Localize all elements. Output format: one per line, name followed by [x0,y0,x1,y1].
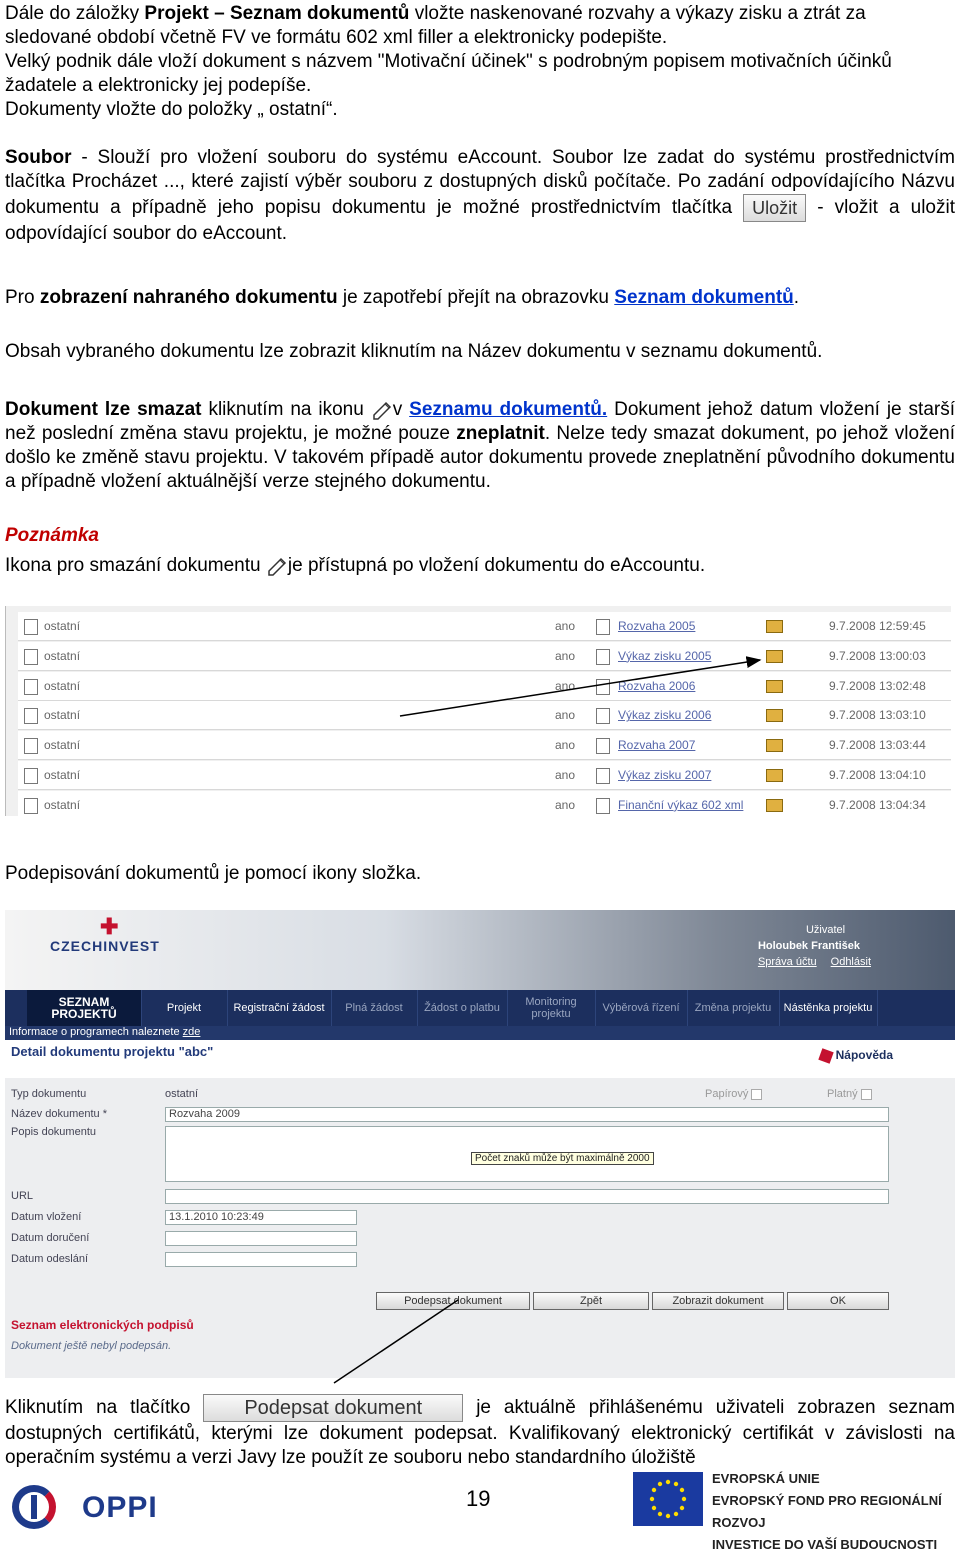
info-link[interactable]: zde [182,1026,201,1038]
text: v [392,399,410,420]
text: Dokument jehož datum vložení je starší než poslední změna stavu projektu, je možné pouze [5,399,956,444]
arrow-to-sign-button [334,1300,458,1383]
podepisovani-paragraph: Podepisování dokumentů je pomocí ikony složka. [5,863,422,884]
kliknutim-paragraph [5,1394,955,1470]
bold-text: Projekt – Seznam dokumentů [144,3,410,24]
label-delivered: Datum doručení [11,1232,90,1244]
nav-item-4[interactable]: Žádost o platbu [417,990,508,1026]
text: . Nelze tedy smazat dokument, po jehož vložení došlo ke změně stavu projektu. V takovém případě autor dokumentu provede zneplatnění původního dokumentu a případně vložení aktuálnější verze stejného dokumentu. [5,423,955,492]
eu-text: EVROPSKÁ UNIE EVROPSKÝ FOND PRO REGIONÁLNÍ ROZVOJ INVESTICE DO VAŠÍ BUDOUCNOSTI [712,1471,942,1552]
account-link[interactable]: Správa účtu [757,956,817,968]
date-cell: 9.7.2008 13:04:10 [829,768,926,782]
date-cell: 9.7.2008 12:59:45 [829,619,926,633]
text: vložte naskenované rozvahy a výkazy zisku a ztrát za sledované období včetně FV ve formátu 602 xml filler a elektronicky podepište. [5,3,866,48]
label-desc: Popis dokumentu [11,1126,96,1138]
eu-stars-icon [633,1472,703,1526]
text: je přístupná po vložení dokumentu do eAccountu. [287,555,706,576]
date-cell: 9.7.2008 13:00:03 [829,648,926,663]
type-cell: ostatní [44,619,81,633]
seznamu-dokumentu-link[interactable]: Seznamu dokumentů. [409,399,608,420]
nav-item-2[interactable]: Registrační žádost [227,990,332,1026]
flag-cell: ano [555,768,576,782]
page-title: Detail dokumentu projektu "abc" [11,1044,214,1059]
document-name-link[interactable]: Rozvaha 2005 [618,619,696,633]
nav-item-1[interactable]: Projekt [141,990,228,1026]
date-cell: 9.7.2008 13:04:34 [829,797,926,812]
document-name-link[interactable]: Výkaz zisku 2007 [618,768,712,782]
date-cell: 9.7.2008 13:03:44 [829,738,926,753]
char-limit-tooltip: Počet znaků může být maximálně 2000 [471,1152,654,1165]
label-url: URL [11,1190,34,1202]
type-cell: ostatní [44,768,81,782]
label-inserted: Datum vložení [11,1211,82,1223]
logo-mark-icon: ✚ [100,914,120,939]
flag-cell: ano [555,678,576,693]
text: Pro [5,287,40,308]
flag-cell: ano [555,648,576,663]
czechinvest-logo: ✚ CZECHINVEST [50,914,160,954]
flag-cell: ano [555,708,576,723]
user-label: Uživatel [805,924,846,936]
text: je aktuálně přihlášenému uživateli zobrazen seznam dostupných certifikátů, kterými lze dokument podepsat. Kvalifikovaný elektronický certifikát v závislosti na operačním systému a verzi Javy lze použít ze souboru nebo standardního úložiště [5,1397,955,1468]
text: kliknutím na ikonu [201,399,371,420]
signatures-title: Seznam elektronických podpisů [11,1318,194,1332]
type-value: ostatní [165,1088,199,1100]
show-document-button[interactable]: Zobrazit dokument [652,1292,784,1310]
info-bar: Informace o programech naleznete zde [5,1026,955,1040]
nav-item-8[interactable]: Nástěnka projektu [779,990,878,1026]
bold-text: zobrazení nahraného dokumentu [39,287,338,308]
bold-text: Dokument lze smazat [5,399,202,420]
type-cell: ostatní [44,648,81,663]
user-name: Holoubek František [757,940,861,952]
logout-link[interactable]: Odhlásit [830,956,871,968]
text: - Slouží pro vložení souboru do systému eAccount. Soubor lze zadat do systému prostřednictvím tlačítka Procházet ..., které zajistí výběr souboru z dostupných disků počítače. Po zadání odpovídajícího Názvu dokumentu a případně jeho popisu dokumentu je možné prostřednictvím tlačítka [5,147,955,219]
ok-button[interactable]: OK [787,1292,889,1310]
name-field[interactable]: Rozvaha 2009 [165,1107,889,1122]
eu-flag-icon [633,1472,703,1526]
label-name: Název dokumentu * [11,1108,107,1120]
document-name-link[interactable]: Výkaz zisku 2005 [618,648,712,663]
page-number: 19 [466,1486,491,1511]
type-cell: ostatní [44,797,81,812]
date-cell: 9.7.2008 13:03:10 [829,708,926,723]
seznam-dokumentu-link[interactable]: Seznam dokumentů [614,287,794,308]
text: Kliknutím na tlačítko [5,1397,204,1419]
ulozit-button[interactable]: Uložit [743,194,806,222]
document-name-link[interactable]: Rozvaha 2007 [618,738,696,753]
text: Dále do záložky [5,3,145,24]
type-cell: ostatní [44,738,81,753]
flag-cell: ano [555,619,576,633]
date-cell: 9.7.2008 13:02:48 [829,678,926,693]
text: Ikona pro smazání dokumentu [5,555,266,576]
text: Velký podnik dále vloží dokument s názvem "Motivační účinek" s podrobným popisem motivačních účinků žadatele a elektronicky jej podepíše. [5,51,892,96]
help-link[interactable]: Nápověda [820,1048,893,1062]
obsah-paragraph: Obsah vybraného dokumentu lze zobrazit kliknutím na Název dokumentu v seznamu dokumentů. [5,341,823,362]
nav-item-3[interactable]: Plná žádost [331,990,418,1026]
bold-text: Soubor [5,147,72,168]
nav-item-0[interactable]: SEZNAM PROJEKTŮ [27,990,142,1026]
text: . [793,287,800,308]
type-cell: ostatní [44,678,81,693]
valid-checkbox[interactable]: Platný [827,1088,872,1100]
nav-item-5[interactable]: Monitoring projektu [507,990,596,1026]
signatures-note: Dokument ještě nebyl podepsán. [11,1340,172,1352]
flag-cell: ano [555,738,576,753]
note-title: Poznámka [5,525,99,546]
oppi-logo: OPPI [12,1485,172,1537]
oppi-ring-icon [12,1485,56,1529]
inserted-date-field[interactable]: 13.1.2010 10:23:49 [165,1210,357,1225]
paper-checkbox[interactable]: Papírový [705,1088,762,1100]
back-button[interactable]: Zpět [533,1292,649,1310]
label-sent: Datum odeslání [11,1253,89,1265]
text: Dokumenty vložte do položky „ ostatní“. [5,99,338,120]
arrow-to-folder [400,660,760,716]
nav-item-7[interactable]: Změna projektu [687,990,780,1026]
flag-cell: ano [555,797,576,812]
document-name-link[interactable]: Rozvaha 2006 [618,678,696,693]
text: je zapotřebí přejít na obrazovku [337,287,615,308]
podepsat-button-image[interactable]: Podepsat dokument [203,1394,463,1422]
document-name-link[interactable]: Finanční výkaz 602 xml [618,797,744,812]
bold-text: zneplatnit [456,423,545,444]
sign-document-button[interactable]: Podepsat dokument [376,1292,530,1310]
type-cell: ostatní [44,708,81,723]
label-type: Typ dokumentu [11,1088,87,1100]
nav-item-6[interactable]: Výběrová řízení [595,990,688,1026]
text: - vložit a uložit odpovídající soubor do eAccount. [5,197,955,244]
document-name-link[interactable]: Výkaz zisku 2006 [618,708,712,723]
